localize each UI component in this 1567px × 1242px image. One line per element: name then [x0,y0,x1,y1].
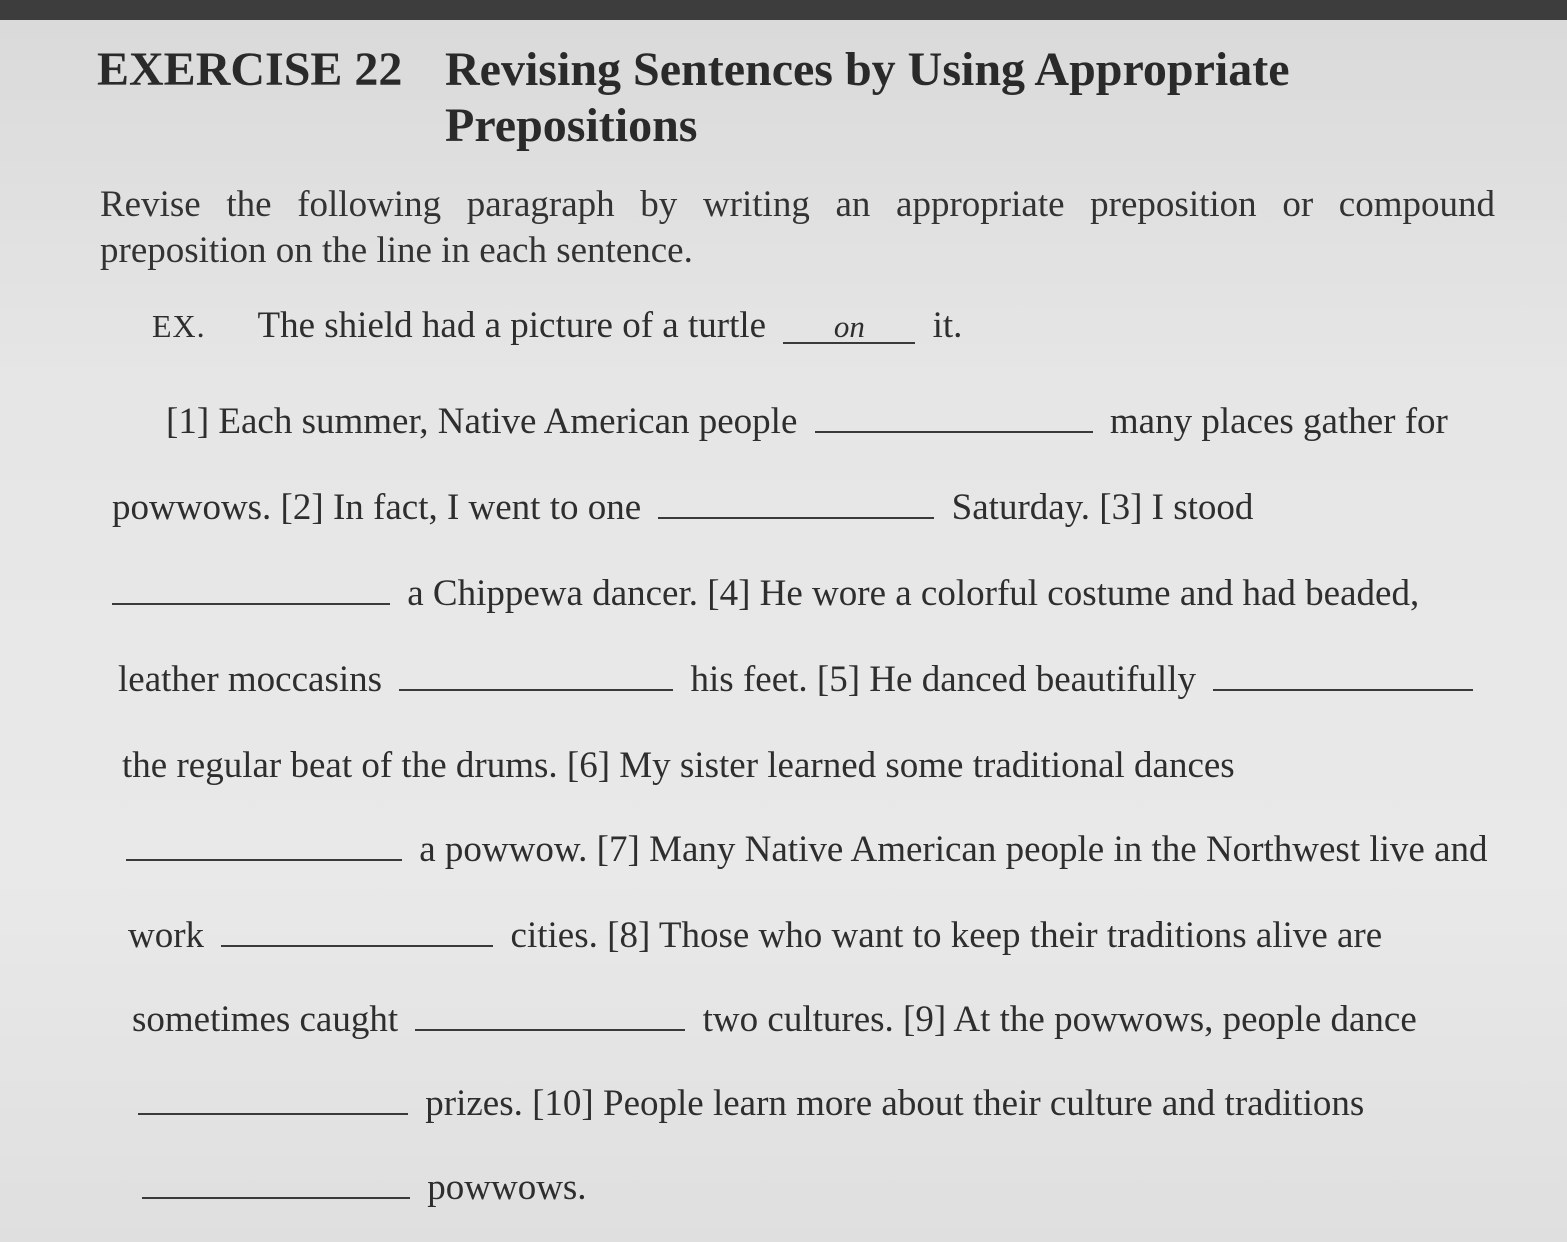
line-text: a Chippewa dancer. [4] He wore a colorful costume and had beaded, [407,573,1420,614]
answer-blank-1[interactable] [815,401,1093,433]
line-text: many places gather for [1109,401,1448,442]
paragraph-line-2 [112,486,1253,530]
paragraph-line-10 [142,1166,587,1210]
line-text: prizes. [10] People learn more about their culture and traditions [425,1083,1365,1124]
exercise-number: EXERCISE 22 [97,43,403,96]
example-sentence [152,304,962,348]
exercise-title [445,42,1345,154]
exercise-title-line-2: Prepositions [445,99,698,152]
answer-blank-3[interactable] [112,573,390,605]
paragraph-line-4 [118,658,1481,702]
paragraph-line-9 [138,1082,1364,1126]
worksheet-page [0,20,1567,1242]
answer-blank-6[interactable] [126,829,402,861]
paragraph-line-3 [112,572,1419,616]
answer-blank-10[interactable] [142,1167,410,1199]
line-text: [1] Each summer, Native American people [166,401,798,442]
line-text: the regular beat of the drums. [6] My sister learned some traditional dances [122,745,1235,786]
line-text: two cultures. [9] At the powwows, people dance [702,999,1417,1040]
answer-blank-5[interactable] [1213,659,1473,691]
line-text: sometimes caught [132,999,399,1040]
instructions: Revise the following paragraph by writing an appropriate preposition or compound preposition on the line in each sentence. [100,184,1495,271]
line-text: powwows. [2] In fact, I went to one [112,487,642,528]
answer-blank-4[interactable] [399,659,673,691]
line-text: powwows. [427,1167,587,1208]
exercise-title-line-1: Revising Sentences by Using Appropriate [445,43,1290,96]
answer-blank-8[interactable] [415,999,685,1031]
line-text: Saturday. [3] I stood [951,487,1254,528]
example-label: EX. [152,308,206,344]
paragraph-line-7 [128,914,1382,958]
line-text: leather moccasins [118,659,383,700]
example-answer-blank: on [783,312,915,344]
example-text-before: The shield had a picture of a turtle [257,305,767,346]
paragraph-line-6 [126,828,1488,872]
answer-blank-2[interactable] [658,487,934,519]
line-text: his feet. [5] He danced beautifully [690,659,1196,700]
paragraph-line-5 [122,744,1235,788]
line-text: a powwow. [7] Many Native American people in the Northwest live and [419,829,1488,870]
paragraph-line-1 [166,400,1448,444]
example-text-after: it. [932,305,963,346]
answer-blank-7[interactable] [221,915,493,947]
line-text: cities. [8] Those who want to keep their traditions alive are [510,915,1383,956]
paragraph-line-8 [132,998,1417,1042]
line-text: work [128,915,205,956]
answer-blank-9[interactable] [138,1083,408,1115]
